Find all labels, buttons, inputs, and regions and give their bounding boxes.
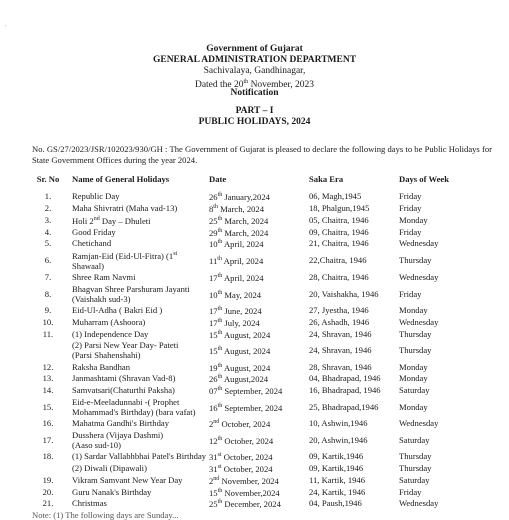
holiday-name: Republic Day [72,190,120,201]
row-number: 10. [42,316,54,327]
row-number: 8. [44,288,52,299]
holiday-name: Ramjan-Eid (Eid-Ul-Fitra) (1st Shawaal) [72,251,178,272]
holiday-saka-date: 26, Ashadh, 1946 [309,316,370,327]
holiday-table [28,174,474,509]
holiday-weekday: Monday [399,373,428,384]
holiday-weekday: Thursday [399,450,432,461]
holiday-date: 17th July, 2024 [209,317,260,328]
holiday-date: 17th June, 2024 [209,305,262,316]
row-number [28,340,68,361]
table-row [28,190,474,202]
holiday-name: Raksha Bandhan [72,361,130,372]
holiday-name: Dusshera (Vijaya Dashmi) (Aaso sud-10) [72,429,164,450]
holiday-date: 15th November,2024 [209,487,280,498]
table-row [28,417,474,429]
holiday-date: 2nd November, 2024 [209,475,279,486]
row-number: 18. [42,450,54,461]
holiday-name: (2) Diwali (Dipawali) [72,462,147,473]
holiday-name: Guru Nanak's Birthday [72,486,152,497]
holiday-name: (2) Parsi New Year Day- Pateti (Parsi Shahenshahi) [72,340,179,361]
row-number: 9. [44,304,52,315]
holiday-date: 8th March, 2024 [209,203,265,214]
part-label: PART – I [235,106,274,116]
holiday-weekday: Thursday [399,462,432,473]
table-row [28,340,474,361]
holiday-saka-date: 20, Vaishakha, 1946 [309,288,379,299]
holiday-name: (1) Independence Day [72,328,149,339]
holiday-name: Muharram (Ashoora) [72,316,146,327]
holiday-name: Bhagvan Shree Parshuram Jayanti (Vaishakh sud-3) [72,283,190,304]
holiday-weekday: Saturday [399,385,430,396]
holiday-saka-date: 04, Paush,1946 [309,498,362,509]
table-row [28,237,474,249]
table-row [28,304,474,316]
col-header-no: Sr. No [36,174,60,184]
holiday-weekday: Saturday [399,474,430,485]
holiday-date: 17th April, 2024 [209,273,264,284]
holiday-date: 10th April, 2024 [209,239,264,250]
row-number: 11. [42,328,54,339]
row-number: 13. [42,373,54,384]
table-row [28,396,474,417]
holiday-saka-date: 09, Kartik,1946 [309,450,364,461]
holiday-saka-date: 24, Shravan, 1946 [309,328,372,339]
holiday-date: 07th September, 2024 [209,386,283,397]
holiday-date: 16th September, 2024 [209,402,283,413]
row-number: 1. [44,190,52,201]
holiday-date: 12th October, 2024 [209,435,274,446]
holiday-weekday: Wednesday [399,272,439,283]
holiday-saka-date: 06, Magh,1945 [309,190,362,201]
holiday-saka-date: 11, Kartik, 1946 [309,474,366,485]
holiday-date: 31st October, 2024 [209,451,273,462]
row-number: 19. [42,474,54,485]
holiday-name: Vikram Samvant New Year Day [72,474,183,485]
holiday-saka-date: 21, Chaitra, 1946 [309,238,369,249]
holiday-saka-date: 20, Ashwin,1946 [309,434,368,445]
table-row [28,328,474,340]
holiday-saka-date: 22,Chaitra, 1946 [309,255,367,266]
holiday-date: 26th January,2024 [209,191,270,202]
department-name: GENERAL ADMINISTRATION DEPARTMENT [152,55,357,65]
holiday-weekday: Friday [399,288,422,299]
table-row [28,271,474,283]
row-number: 21. [42,498,54,509]
table-row [28,384,474,396]
col-header-date: Date [209,174,227,184]
holiday-weekday: Saturday [399,434,430,445]
holiday-name: Good Friday [72,226,116,237]
holiday-weekday: Monday [399,304,428,315]
holiday-weekday: Thursday [399,328,432,339]
holiday-date: 10th May, 2024 [209,289,262,300]
holiday-saka-date: 25, Bhadrapad,1946 [309,401,379,412]
table-row [28,214,474,226]
holiday-table-body [28,190,474,509]
table-row [28,486,474,498]
footnote: Note: (1) The following days are Sunday... [32,510,179,520]
row-number: 3. [44,214,52,225]
row-number: 12. [42,361,54,372]
holiday-name: (1) Sardar Vallabhbhai Patel's Birthday [72,450,207,461]
holiday-saka-date: 28, Chaitra, 1946 [309,272,369,283]
holiday-date: 25th March, 2024 [209,215,269,226]
row-number: 5. [44,238,52,249]
intro-paragraph: No. GS/27/2023/JSR/102023/930/GH : The Government of Gujarat is pleased to declare the following days to be Public Holidays for State Government Offices during the year 2024. [32,144,492,165]
holiday-saka-date: 04, Bhadrapad, 1946 [309,373,381,384]
holiday-saka-date: 27, Jyestha, 1946 [309,304,369,315]
holiday-date: 15th August, 2024 [209,346,271,357]
holiday-saka-date: 09, Kartik,1946 [309,462,364,473]
government-name: Government of Gujarat [206,44,303,54]
row-number: 20. [42,486,54,497]
holiday-name: Janmashtami (Shravan Vad-8) [72,373,176,384]
holiday-name: Christmas [72,498,107,509]
holiday-weekday: Monday [399,214,428,225]
notification-label: Notification [230,88,279,98]
table-row [28,361,474,373]
holiday-date: 2nd October, 2024 [209,419,271,430]
table-row [28,497,474,509]
holiday-date: 11th April, 2024 [209,256,264,267]
holiday-date: 19th August, 2024 [209,362,271,373]
table-row [28,474,474,486]
holiday-weekday: Friday [399,486,422,497]
holiday-saka-date: 24, Shravan, 1946 [309,345,372,356]
table-row [28,372,474,384]
holiday-date: 29th March, 2024 [209,227,269,238]
holiday-saka-date: 18, Phalgun,1945 [309,202,370,213]
holiday-weekday: Friday [399,226,422,237]
notification-date: Dated the 20th November, 2023 [194,79,315,91]
table-row [28,249,474,271]
holiday-saka-date: 28, Shravan, 1946 [309,361,372,372]
table-row [28,429,474,450]
table-header-row [28,174,474,190]
table-row [28,462,474,474]
row-number: 14. [42,385,54,396]
table-row [28,283,474,304]
row-number: 6. [44,255,52,266]
holiday-weekday: Friday [399,202,422,213]
holiday-saka-date: 10, Ashwin,1946 [309,418,368,429]
holiday-name: Eid-Ul-Adha ( Bakri Eid ) [72,304,163,315]
holiday-weekday: Friday [399,190,422,201]
holiday-name: Holi 2nd Day – Dhuleti [72,215,151,226]
row-number: 16. [42,418,54,429]
col-header-day: Days of Week [399,174,449,184]
row-number [28,462,68,474]
holiday-name: Mahatma Gandhi's Birthday [72,418,170,429]
holiday-date: 31st October, 2024 [209,463,273,474]
table-row [28,202,474,214]
document-title: PUBLIC HOLIDAYS, 2024 [198,117,311,127]
holiday-saka-date: 09, Chaitra, 1946 [309,226,369,237]
row-number: 17. [42,434,54,445]
holiday-date: 26th August,2024 [209,374,269,385]
holiday-name: Samvatsari(Chaturthi Paksha) [72,385,175,396]
row-number: 4. [44,226,52,237]
holiday-weekday: Thursday [399,255,432,266]
holiday-saka-date: 05, Chaitra, 1946 [309,214,369,225]
table-row [28,316,474,328]
col-header-saka: Saka Era [309,174,344,184]
holiday-date: 15th August, 2024 [209,329,271,340]
holiday-name: Eid-e-Meeladunnabi -( Prophet Mohammad's Birthday) (bara vafat) [72,396,196,417]
table-row [28,226,474,238]
col-header-name: Name of General Holidays [72,174,170,184]
holiday-date: 25th December, 2024 [209,499,281,510]
holiday-saka-date: 24, Kartik, 1946 [309,486,366,497]
table-row [28,450,474,462]
holiday-weekday: Wednesday [399,238,439,249]
holiday-name: Maha Shivratri (Maha vad-13) [72,202,178,213]
holiday-weekday: Thursday [399,345,432,356]
holiday-weekday: Monday [399,401,428,412]
holiday-name: Shree Ram Navmi [72,272,136,283]
row-number: 2. [44,202,52,213]
row-number: 15. [42,401,54,412]
holiday-saka-date: 16, Bhadrapad, 1946 [309,385,381,396]
row-number: 7. [44,272,52,283]
holiday-weekday: Wednesday [399,316,439,327]
holiday-weekday: Wednesday [399,418,439,429]
holiday-name: Chetichand [72,238,112,249]
margin-mark: ' [5,25,7,31]
office-address: Sachivalaya, Gandhinagar, [203,66,306,76]
holiday-weekday: Wednesday [399,498,439,509]
holiday-weekday: Monday [399,361,428,372]
